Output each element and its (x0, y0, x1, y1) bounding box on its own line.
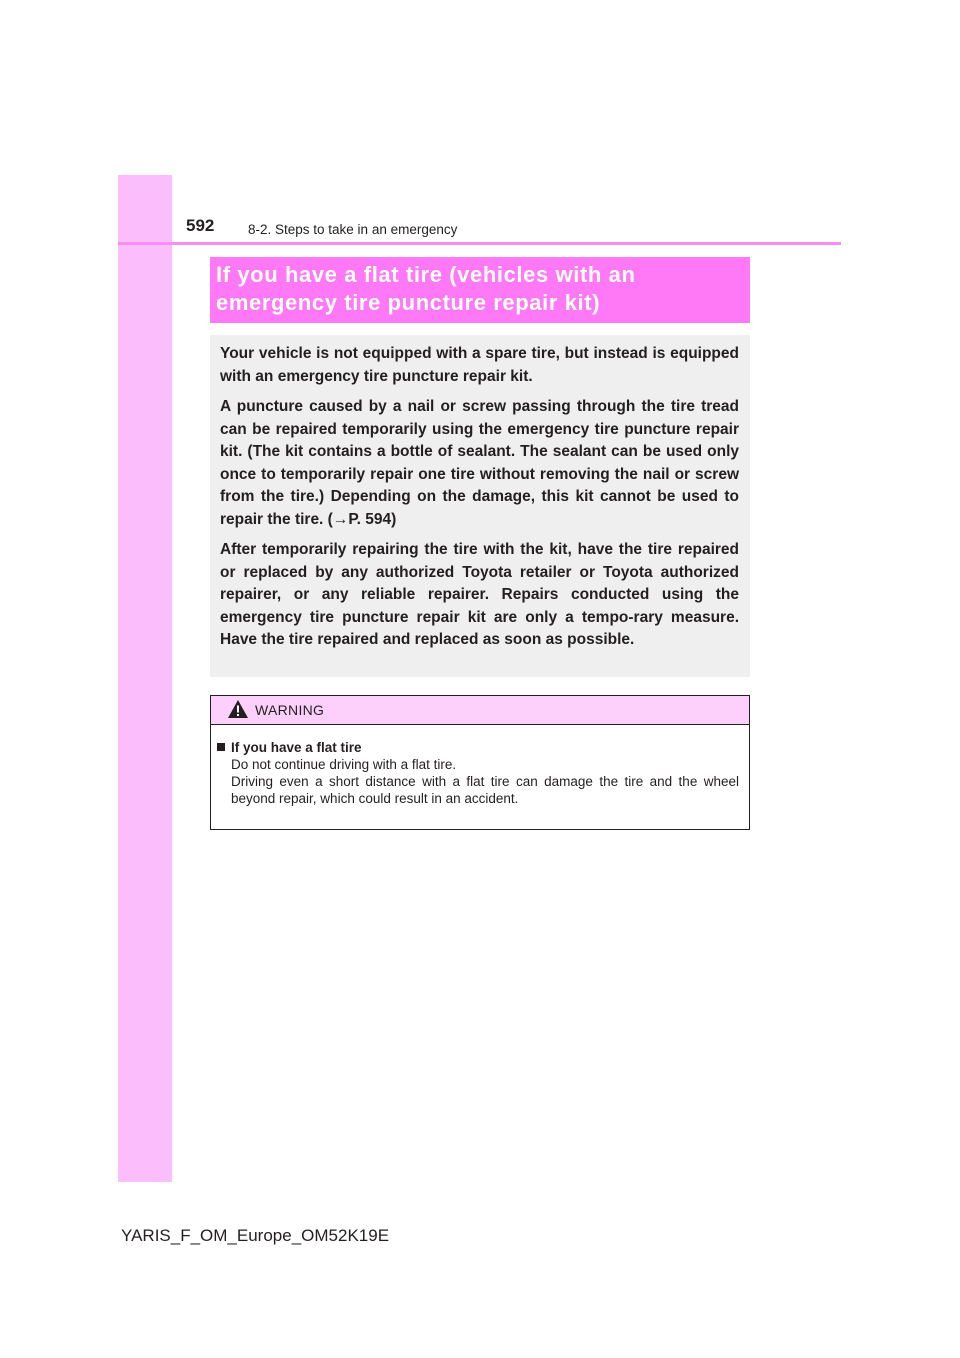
section-title-line-1: If you have a flat tire (vehicles with an (216, 262, 636, 287)
section-title-line-2: emergency tire puncture repair kit) (216, 290, 601, 315)
warning-subheading-text: If you have a flat tire (231, 740, 362, 755)
intro-paragraph-1: Your vehicle is not equipped with a spare tire, but instead is equipped with an emergency tire puncture repair kit. (220, 345, 739, 385)
section-label: 8-2. Steps to take in an emergency (248, 222, 458, 237)
warning-line-1: Do not continue driving with a flat tire. (231, 757, 457, 772)
intro-paragraph-2: A puncture caused by a nail or screw passing through the tire tread can be repaired temporarily using the emergency tire puncture repair kit. (The kit contains a bottle of sealant. The sealant can be used only once to temporarily repair one tire without removing the nail or screw from the tire.) Depending on the damage, this kit cannot be used to repair the tire. (→P. 594) (220, 398, 739, 528)
header-rule (118, 242, 841, 245)
warning-header (211, 696, 749, 725)
intro-paragraph-3: After temporarily repairing the tire with the kit, have the tire repaired or replaced by any authorized Toyota retailer or Toyota authorized repairer, or any reliable repairer. Repairs conducted using the emergency tire puncture repair kit are only a tempo-rary measure. Have the tire repaired and replaced as soon as possible. (220, 541, 739, 648)
warning-body (211, 725, 749, 807)
intro-box (210, 335, 750, 677)
warning-subheading (217, 739, 739, 756)
warning-line-2: Driving even a short distance with a flat tire can damage the tire and the wheel beyond repair, which could result in an accident. (231, 774, 739, 806)
side-tab-strip (118, 175, 172, 1182)
warning-triangle-icon (227, 699, 249, 719)
warning-box (210, 695, 750, 830)
warning-title: WARNING (255, 702, 325, 718)
page-number: 592 (186, 216, 215, 235)
document-code: YARIS_F_OM_Europe_OM52K19E (121, 1226, 390, 1245)
square-bullet-icon (217, 743, 225, 751)
section-title-band (210, 257, 750, 323)
